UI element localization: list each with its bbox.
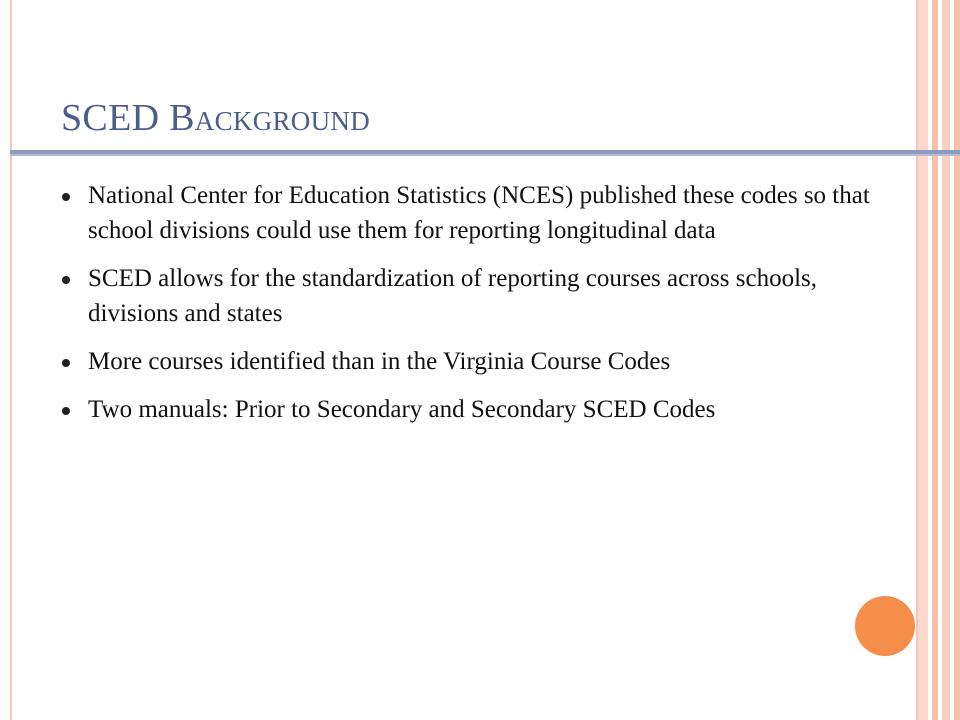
orange-decorative-circle — [855, 596, 915, 656]
title-small-caps-text: ackground — [194, 97, 371, 139]
bullet-text: More courses identified than in the Virginia Course Codes — [88, 348, 671, 375]
bullet-item — [58, 261, 908, 331]
bullet-text: National Center for Education Statistics (NCES) published these codes so that school divisions could use them for reporting longitudinal data — [88, 182, 870, 244]
stripe — [918, 0, 928, 720]
title-prefix: SCED — [61, 97, 170, 139]
bullet-dot-icon — [62, 359, 70, 367]
bullet-text: SCED allows for the standardization of reporting courses across schools, divisions and states — [88, 265, 818, 327]
bullet-text: Two manuals: Prior to Secondary and Secondary SCED Codes — [88, 396, 716, 423]
stripe — [954, 0, 960, 720]
stripe — [932, 0, 938, 720]
bullet-item — [58, 392, 908, 427]
decorative-side-stripes — [918, 0, 960, 720]
title-underline-rule — [10, 150, 960, 154]
bullet-list — [58, 178, 908, 440]
stripe — [942, 0, 950, 720]
title-initial-letter: B — [169, 97, 195, 139]
slide-title — [61, 96, 370, 140]
bullet-dot-icon — [62, 407, 70, 415]
bullet-item — [58, 178, 908, 248]
bullet-dot-icon — [62, 193, 70, 201]
bullet-dot-icon — [62, 276, 70, 284]
bullet-item — [58, 344, 908, 379]
